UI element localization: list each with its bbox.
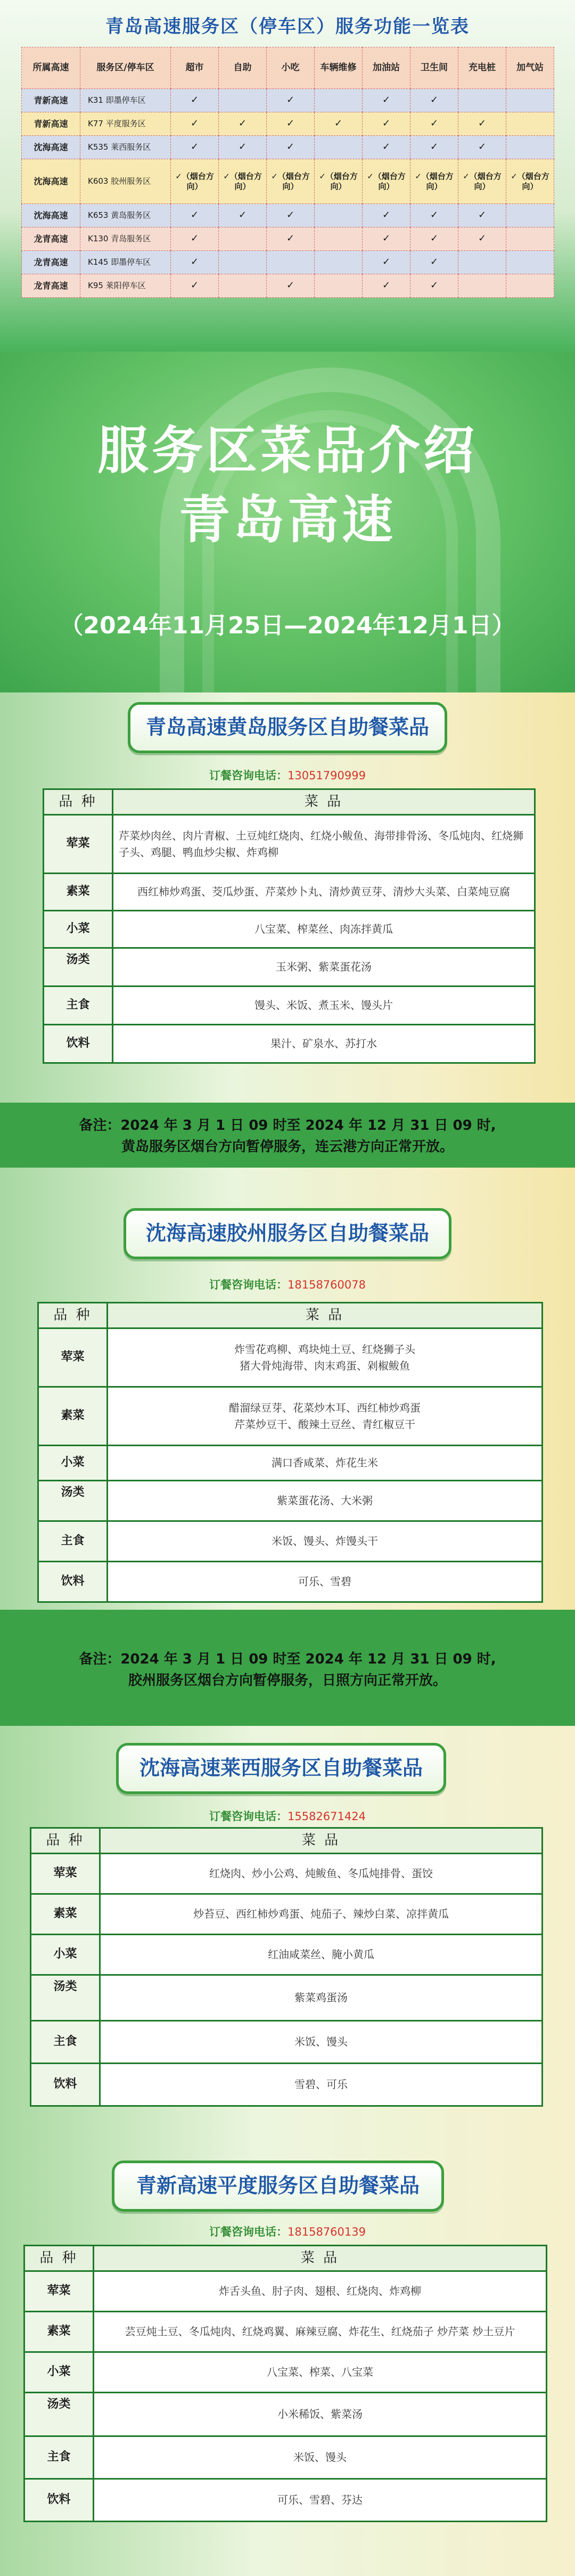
overview-table xyxy=(21,47,554,298)
items-cell: 八宝菜、榨菜、八宝菜 xyxy=(94,2352,547,2393)
facility-check-cell xyxy=(506,227,554,251)
items-cell: 芸豆炖土豆、冬瓜炖肉、红烧鸡翼、麻辣豆腐、炸花生、红烧茄子 炒芹菜 炒土豆片 xyxy=(94,2312,547,2352)
facility-check-cell: ✓（烟台方向） xyxy=(458,159,506,204)
category-cell: 汤类 xyxy=(44,948,113,987)
section-title: 沈海高速胶州服务区自助餐菜品 xyxy=(124,1208,451,1259)
facility-check-cell xyxy=(315,89,363,112)
category-cell: 小菜 xyxy=(31,1935,100,1975)
items-cell: 炸雪花鸡柳、鸡块炖土豆、红烧狮子头 猪大骨炖海带、肉末鸡蛋、剁椒鲅鱼 xyxy=(108,1328,543,1387)
facility-check-cell xyxy=(219,227,267,251)
menu-section-huangdao xyxy=(0,692,575,1103)
section-title: 青岛高速黄岛服务区自助餐菜品 xyxy=(128,702,447,753)
highway-cell: 龙青高速 xyxy=(22,227,80,251)
header-cell: 所属高速 xyxy=(22,47,80,89)
facility-check-cell xyxy=(506,136,554,159)
col-items-header: 菜 品 xyxy=(108,1303,543,1328)
facility-check-cell: ✓ xyxy=(458,136,506,159)
facility-check-cell: ✓ xyxy=(267,274,315,298)
overview-row xyxy=(22,274,554,298)
category-cell: 主食 xyxy=(24,2436,94,2479)
menu-table xyxy=(30,1827,543,2107)
facility-check-cell xyxy=(315,204,363,227)
menu-section-laixi xyxy=(0,1726,575,2150)
service-area-cell: K130 青岛服务区 xyxy=(80,227,171,251)
highway-cell: 沈海高速 xyxy=(22,136,80,159)
category-cell: 荤菜 xyxy=(24,2271,94,2312)
notice-line: 备注：2024 年 3 月 1 日 09 时至 2024 年 12 月 31 日 09 时, xyxy=(79,1118,496,1134)
highway-cell: 青新高速 xyxy=(22,112,80,136)
category-cell: 小菜 xyxy=(44,911,113,948)
service-area-cell: K653 黄岛服务区 xyxy=(80,204,171,227)
category-cell: 汤类 xyxy=(38,1481,108,1521)
facility-check-cell xyxy=(315,136,363,159)
facility-check-cell: ✓ xyxy=(363,136,410,159)
facility-check-cell: ✓ xyxy=(410,251,458,274)
menu-table xyxy=(43,788,536,1064)
facility-check-cell xyxy=(506,251,554,274)
menu-table xyxy=(23,2245,547,2522)
category-cell: 饮料 xyxy=(24,2479,94,2522)
items-cell: 炸舌头鱼、肘子肉、翅根、红烧肉、炸鸡柳 xyxy=(94,2271,547,2312)
facility-check-cell: ✓ xyxy=(363,112,410,136)
overview-row xyxy=(22,89,554,112)
highway-cell: 龙青高速 xyxy=(22,251,80,274)
items-cell: 芹菜炒肉丝、肉片青椒、土豆炖红烧肉、红烧小鲅鱼、海带排骨汤、冬瓜炖肉、红烧狮子头、鸡腿、鸭血炒尖椒、炸鸡柳 xyxy=(113,815,535,874)
facility-check-cell: ✓ xyxy=(219,136,267,159)
facility-check-cell: ✓（烟台方向） xyxy=(363,159,410,204)
items-cell: 米饭、馒头、炸馒头干 xyxy=(108,1521,543,1562)
phone-label: 订餐咨询电话： xyxy=(209,769,288,782)
facility-check-cell: ✓ xyxy=(171,274,219,298)
category-cell: 荤菜 xyxy=(38,1328,108,1387)
facility-check-cell xyxy=(458,274,506,298)
order-phone xyxy=(0,1276,575,1292)
category-cell: 荤菜 xyxy=(31,1854,100,1894)
category-cell: 汤类 xyxy=(31,1975,100,2021)
facility-check-cell: ✓ xyxy=(267,89,315,112)
overview-row xyxy=(22,159,554,204)
service-area-cell: K535 莱西服务区 xyxy=(80,136,171,159)
facility-check-cell: ✓ xyxy=(458,227,506,251)
overview-panel xyxy=(0,0,575,352)
facility-check-cell: ✓ xyxy=(458,112,506,136)
facility-check-cell xyxy=(458,251,506,274)
facility-check-cell: ✓ xyxy=(410,136,458,159)
highway-cell: 沈海高速 xyxy=(22,159,80,204)
items-cell: 可乐、雪碧 xyxy=(108,1562,543,1602)
facility-check-cell: ✓ xyxy=(410,227,458,251)
facility-check-cell: ✓ xyxy=(363,227,410,251)
category-cell: 饮料 xyxy=(38,1562,108,1602)
category-cell: 小菜 xyxy=(24,2352,94,2393)
facility-check-cell: ✓ xyxy=(171,89,219,112)
service-area-cell: K77 平度服务区 xyxy=(80,112,171,136)
col-category-header: 品 种 xyxy=(31,1828,100,1854)
order-phone xyxy=(0,1808,575,1824)
facility-check-cell: ✓（烟台方向） xyxy=(171,159,219,204)
order-phone xyxy=(0,767,575,783)
section-title: 沈海高速莱西服务区自助餐菜品 xyxy=(116,1743,446,1794)
facility-check-cell: ✓（烟台方向） xyxy=(267,159,315,204)
facility-check-cell: ✓ xyxy=(315,112,363,136)
facility-check-cell xyxy=(315,274,363,298)
facility-check-cell: ✓ xyxy=(267,136,315,159)
facility-check-cell: ✓ xyxy=(219,204,267,227)
items-cell: 可乐、雪碧、芬达 xyxy=(94,2479,547,2522)
items-cell: 红油咸菜丝、腌小黄瓜 xyxy=(100,1935,543,1975)
category-cell: 荤菜 xyxy=(44,815,113,874)
phone-label: 订餐咨询电话： xyxy=(209,1810,288,1823)
items-cell: 馒头、米饭、煮玉米、馒头片 xyxy=(113,987,535,1025)
items-cell: 满口香咸菜、炸花生米 xyxy=(108,1446,543,1481)
phone-number[interactable]: 18158760139 xyxy=(288,2226,366,2238)
overview-header-row xyxy=(22,47,554,89)
overview-row xyxy=(22,112,554,136)
banner-date: （2024年11月25日—2024年12月1日） xyxy=(60,612,515,639)
category-cell: 饮料 xyxy=(31,2064,100,2106)
col-category-header: 品 种 xyxy=(44,789,113,815)
phone-number[interactable]: 18158760078 xyxy=(288,1278,366,1291)
header-cell: 卫生间 xyxy=(410,47,458,89)
menu-section-jiaozhou xyxy=(0,1168,575,1610)
overview-title: 青岛高速服务区（停车区）服务功能一览表 xyxy=(105,16,470,37)
category-cell: 素菜 xyxy=(31,1894,100,1935)
notice-line: 胶州服务区烟台方向暂停服务，日照方向正常开放。 xyxy=(128,1673,447,1689)
category-cell: 小菜 xyxy=(38,1446,108,1481)
facility-check-cell: ✓ xyxy=(171,112,219,136)
facility-check-cell: ✓（烟台方向） xyxy=(219,159,267,204)
header-cell: 加油站 xyxy=(363,47,410,89)
phone-label: 订餐咨询电话： xyxy=(209,2226,288,2238)
facility-check-cell xyxy=(315,227,363,251)
category-cell: 主食 xyxy=(38,1521,108,1562)
facility-check-cell: ✓（烟台方向） xyxy=(506,159,554,204)
category-cell: 主食 xyxy=(31,2021,100,2064)
facility-check-cell: ✓（烟台方向） xyxy=(315,159,363,204)
menu-table xyxy=(37,1302,543,1603)
facility-check-cell: ✓ xyxy=(171,204,219,227)
notice-line: 黄岛服务区烟台方向暂停服务，连云港方向正常开放。 xyxy=(121,1139,454,1155)
items-cell: 果汁、矿泉水、苏打水 xyxy=(113,1025,535,1063)
facility-check-cell xyxy=(506,89,554,112)
category-cell: 饮料 xyxy=(44,1025,113,1063)
facility-check-cell: ✓ xyxy=(219,112,267,136)
facility-check-cell xyxy=(315,251,363,274)
col-items-header: 菜 品 xyxy=(100,1828,543,1854)
items-cell: 西红柿炒鸡蛋、茭瓜炒蛋、芹菜炒卜丸、清炒黄豆芽、清炒大头菜、白菜炖豆腐 xyxy=(113,874,535,911)
overview-row xyxy=(22,251,554,274)
notice-jiaozhou xyxy=(0,1610,575,1726)
facility-check-cell: ✓ xyxy=(267,112,315,136)
highway-cell: 沈海高速 xyxy=(22,204,80,227)
banner-subtitle: 青岛高速 xyxy=(179,490,396,550)
items-cell: 雪碧、可乐 xyxy=(100,2064,543,2106)
notice-huangdao xyxy=(0,1103,575,1168)
facility-check-cell: ✓ xyxy=(410,204,458,227)
facility-check-cell: ✓ xyxy=(458,204,506,227)
items-cell: 红烧肉、炒小公鸡、炖鲅鱼、冬瓜炖排骨、蛋饺 xyxy=(100,1854,543,1894)
menu-section-pingdu xyxy=(0,2150,575,2576)
header-cell: 服务区/停车区 xyxy=(80,47,171,89)
header-cell: 超市 xyxy=(171,47,219,89)
phone-label: 订餐咨询电话： xyxy=(209,1278,288,1291)
facility-check-cell: ✓ xyxy=(171,227,219,251)
items-cell: 炒苔豆、西红柿炒鸡蛋、炖茄子、辣炒白菜、凉拌黄瓜 xyxy=(100,1894,543,1935)
header-cell: 自助 xyxy=(219,47,267,89)
order-phone xyxy=(0,2223,575,2239)
items-cell: 醋溜绿豆芽、花菜炒木耳、西红柿炒鸡蛋 芹菜炒豆干、酸辣土豆丝、青红椒豆干 xyxy=(108,1387,543,1446)
items-cell: 紫菜蛋花汤、大米粥 xyxy=(108,1481,543,1521)
category-cell: 汤类 xyxy=(24,2393,94,2436)
notice-line: 备注：2024 年 3 月 1 日 09 时至 2024 年 12 月 31 日 09 时, xyxy=(79,1651,496,1667)
overview-row xyxy=(22,204,554,227)
highway-cell: 青新高速 xyxy=(22,89,80,112)
facility-check-cell: ✓ xyxy=(410,89,458,112)
items-cell: 米饭、馒头 xyxy=(94,2436,547,2479)
facility-check-cell: ✓ xyxy=(171,136,219,159)
facility-check-cell: ✓ xyxy=(363,204,410,227)
service-area-cell: K145 即墨停车区 xyxy=(80,251,171,274)
col-items-header: 菜 品 xyxy=(94,2246,547,2271)
highway-cell: 龙青高速 xyxy=(22,274,80,298)
category-cell: 主食 xyxy=(44,987,113,1025)
category-cell: 素菜 xyxy=(24,2312,94,2352)
facility-check-cell: ✓ xyxy=(410,274,458,298)
col-category-header: 品 种 xyxy=(38,1303,108,1328)
items-cell: 小米稀饭、紫菜汤 xyxy=(94,2393,547,2436)
facility-check-cell: ✓ xyxy=(171,251,219,274)
items-cell: 紫菜鸡蛋汤 xyxy=(100,1975,543,2021)
header-cell: 加气站 xyxy=(506,47,554,89)
facility-check-cell: ✓ xyxy=(363,274,410,298)
items-cell: 米饭、馒头 xyxy=(100,2021,543,2064)
facility-check-cell xyxy=(219,89,267,112)
service-area-cell: K95 莱阳停车区 xyxy=(80,274,171,298)
items-cell: 玉米粥、紫菜蛋花汤 xyxy=(113,948,535,987)
section-title: 青新高速平度服务区自助餐菜品 xyxy=(112,2161,444,2212)
items-cell: 八宝菜、榨菜丝、肉冻拌黄瓜 xyxy=(113,911,535,948)
facility-check-cell xyxy=(506,204,554,227)
service-area-cell: K31 即墨停车区 xyxy=(80,89,171,112)
banner-title: 服务区菜品介绍 xyxy=(97,421,478,480)
overview-row xyxy=(22,136,554,159)
category-cell: 素菜 xyxy=(44,874,113,911)
banner xyxy=(0,352,575,692)
header-cell: 小吃 xyxy=(267,47,315,89)
facility-check-cell: ✓ xyxy=(363,251,410,274)
header-cell: 车辆维修 xyxy=(315,47,363,89)
facility-check-cell xyxy=(219,274,267,298)
facility-check-cell: ✓（烟台方向） xyxy=(410,159,458,204)
facility-check-cell: ✓ xyxy=(267,227,315,251)
service-area-cell: K603 胶州服务区 xyxy=(80,159,171,204)
header-cell: 充电桩 xyxy=(458,47,506,89)
facility-check-cell xyxy=(506,112,554,136)
facility-check-cell xyxy=(267,251,315,274)
facility-check-cell xyxy=(219,251,267,274)
phone-number[interactable]: 13051790999 xyxy=(288,769,366,782)
facility-check-cell: ✓ xyxy=(410,112,458,136)
phone-number[interactable]: 15582671424 xyxy=(288,1810,366,1823)
facility-check-cell xyxy=(506,274,554,298)
col-items-header: 菜 品 xyxy=(113,789,535,815)
overview-row xyxy=(22,227,554,251)
col-category-header: 品 种 xyxy=(24,2246,94,2271)
facility-check-cell xyxy=(458,89,506,112)
facility-check-cell: ✓ xyxy=(267,204,315,227)
facility-check-cell: ✓ xyxy=(363,89,410,112)
category-cell: 素菜 xyxy=(38,1387,108,1446)
